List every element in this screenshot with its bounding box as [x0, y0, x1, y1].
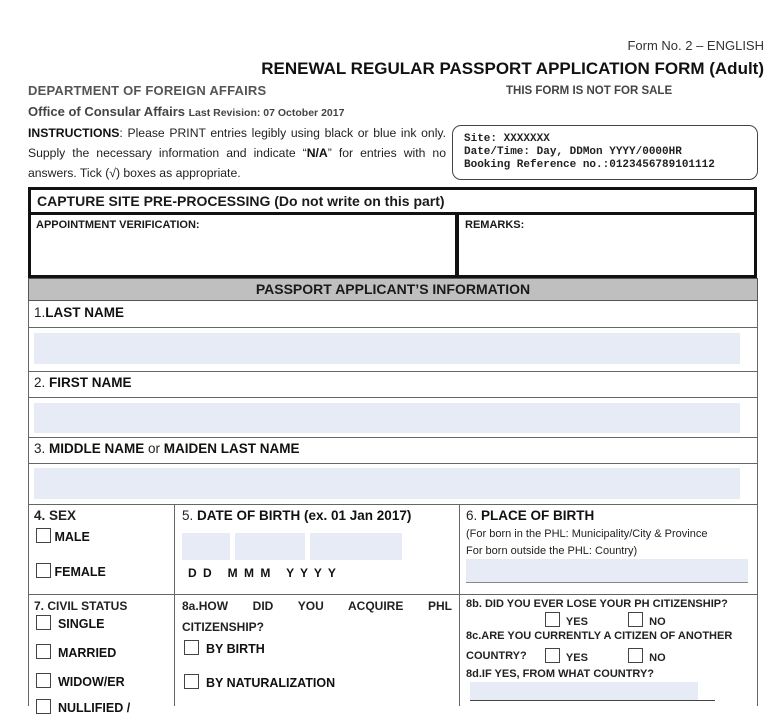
- sex-label: 4. SEX: [34, 508, 77, 523]
- dob-month-input[interactable]: [235, 533, 305, 560]
- single-label: SINGLE: [57, 617, 105, 631]
- civil-status-label: 7. CIVIL STATUS: [34, 599, 128, 613]
- civil-single-option[interactable]: [36, 615, 105, 631]
- first-name-label: [34, 375, 132, 390]
- pob-text: PLACE OF BIRTH: [481, 508, 595, 523]
- widow-label: WIDOW/ER: [57, 675, 125, 689]
- form-title: RENEWAL REGULAR PASSPORT APPLICATION FORM (Adult): [261, 59, 764, 78]
- divider: [28, 371, 758, 372]
- middle-name-input[interactable]: [34, 468, 740, 499]
- married-label: MARRIED: [57, 646, 117, 660]
- lose-yes-checkbox[interactable]: [545, 612, 560, 627]
- capture-divider: [455, 214, 459, 276]
- middle-name-num: 3.: [34, 441, 50, 456]
- department-name: DEPARTMENT OF FOREIGN AFFAIRS: [28, 83, 267, 98]
- pob-num: 6.: [466, 508, 482, 523]
- other-country-underline: [470, 700, 715, 701]
- divider: [28, 327, 758, 328]
- pob-input[interactable]: [466, 559, 748, 582]
- last-name-label: [34, 305, 124, 320]
- by-naturalization-checkbox[interactable]: [184, 674, 199, 689]
- divider: [28, 504, 758, 505]
- acquire-label: [182, 599, 452, 613]
- office-name: [28, 104, 344, 119]
- first-name-text: FIRST NAME: [49, 375, 132, 390]
- remarks-label: REMARKS:: [465, 219, 525, 231]
- maiden-name-text: MAIDEN LAST NAME: [163, 441, 300, 456]
- instructions: [28, 123, 446, 183]
- divider: [28, 397, 758, 398]
- instructions-label: INSTRUCTIONS: [28, 126, 120, 140]
- lose-yes-label: YES: [565, 616, 588, 628]
- middle-name-or: or: [144, 441, 164, 456]
- datetime-line: Date/Time: Day, DDMon YYYY/0000HR: [464, 146, 682, 158]
- acquire-label-2: CITIZENSHIP?: [182, 620, 265, 634]
- other-no-checkbox[interactable]: [628, 648, 643, 663]
- lose-no-checkbox[interactable]: [628, 612, 643, 627]
- by-naturalization-option[interactable]: [184, 674, 335, 690]
- other-yes-option[interactable]: [545, 648, 588, 664]
- pob-underline: [466, 582, 748, 583]
- office-label: Office of Consular Affairs: [28, 104, 185, 119]
- last-revision: Last Revision: 07 October 2017: [188, 107, 345, 119]
- acquire-text-1: HOW DID YOU ACQUIRE PHL: [198, 599, 452, 613]
- by-naturalization-label: BY NATURALIZATION: [205, 676, 336, 690]
- dob-day-input[interactable]: [182, 533, 230, 560]
- female-label: FEMALE: [54, 565, 106, 579]
- married-checkbox[interactable]: [36, 644, 51, 659]
- appointment-verification-label: APPOINTMENT VERIFICATION:: [36, 219, 200, 231]
- not-for-sale-notice: THIS FORM IS NOT FOR SALE: [506, 85, 673, 97]
- pob-label: [466, 508, 594, 523]
- lose-no-label: NO: [649, 616, 666, 628]
- dob-label: [182, 508, 411, 523]
- first-name-num: 2.: [34, 375, 50, 390]
- pob-note-2: For born outside the PHL: Country): [466, 545, 638, 557]
- lose-yes-option[interactable]: [545, 612, 588, 628]
- na-text: N/A: [306, 146, 328, 160]
- civil-nullified-option[interactable]: [36, 699, 130, 715]
- other-no-label: NO: [649, 652, 666, 664]
- site-line: Site: XXXXXXX: [464, 133, 550, 145]
- other-country-input[interactable]: [470, 682, 698, 700]
- acquire-num: 8a.: [182, 599, 199, 613]
- column-divider: [459, 504, 460, 706]
- civil-widow-option[interactable]: [36, 673, 125, 689]
- female-checkbox[interactable]: [36, 563, 51, 578]
- single-checkbox[interactable]: [36, 615, 51, 630]
- other-citizen-question: 8c.ARE YOU CURRENTLY A CITIZEN OF ANOTHER: [466, 630, 733, 642]
- lose-citizenship-question: 8b. DID YOU EVER LOSE YOUR PH CITIZENSHIP?: [466, 598, 728, 610]
- widow-checkbox[interactable]: [36, 673, 51, 688]
- dob-year-input[interactable]: [310, 533, 402, 560]
- what-country-question: 8d.IF YES, FROM WHAT COUNTRY?: [466, 668, 655, 680]
- nullified-label: NULLIFIED /: [57, 701, 131, 715]
- dob-format: D D M M M Y Y Y Y: [188, 566, 338, 580]
- male-checkbox[interactable]: [36, 528, 51, 543]
- by-birth-label: BY BIRTH: [205, 642, 265, 656]
- divider: [28, 437, 758, 438]
- form-number: Form No. 2 – ENGLISH: [627, 38, 764, 53]
- male-label: MALE: [54, 530, 90, 544]
- applicant-info-header: PASSPORT APPLICANT’S INFORMATION: [28, 278, 758, 301]
- other-yes-checkbox[interactable]: [545, 648, 560, 663]
- sex-male-option[interactable]: [36, 528, 90, 544]
- first-name-input[interactable]: [34, 403, 740, 433]
- dob-text: DATE OF BIRTH (ex. 01 Jan 2017): [197, 508, 412, 523]
- last-name-num: 1.: [34, 305, 46, 320]
- last-name-text: LAST NAME: [45, 305, 125, 320]
- civil-married-option[interactable]: [36, 644, 116, 660]
- instructions-text-2: ” for entries with no answers. Tick (√) boxes as appropriate.: [28, 146, 446, 180]
- middle-name-text: MIDDLE NAME: [49, 441, 145, 456]
- divider: [28, 594, 758, 595]
- instructions-text-1: : Please PRINT entries legibly using black or blue ink only. Supply the necessary information and indicate “: [28, 126, 446, 160]
- booking-line: Booking Reference no.:0123456789101112: [464, 159, 715, 171]
- capture-site-header: CAPTURE SITE PRE-PROCESSING (Do not write on this part): [28, 187, 757, 215]
- by-birth-checkbox[interactable]: [184, 640, 199, 655]
- by-birth-option[interactable]: [184, 640, 265, 656]
- site-info-box: [452, 125, 758, 180]
- sex-female-option[interactable]: [36, 563, 106, 579]
- pob-note-1: (For born in the PHL: Municipality/City & Province: [466, 528, 708, 540]
- other-citizen-question-2: COUNTRY?: [466, 650, 527, 662]
- other-yes-label: YES: [565, 652, 588, 664]
- divider: [28, 463, 758, 464]
- other-no-option[interactable]: [628, 648, 666, 664]
- middle-name-label: [34, 441, 300, 456]
- nullified-checkbox[interactable]: [36, 699, 51, 714]
- last-name-input[interactable]: [34, 333, 740, 364]
- dob-num: 5.: [182, 508, 198, 523]
- lose-no-option[interactable]: [628, 612, 666, 628]
- column-divider: [174, 504, 175, 706]
